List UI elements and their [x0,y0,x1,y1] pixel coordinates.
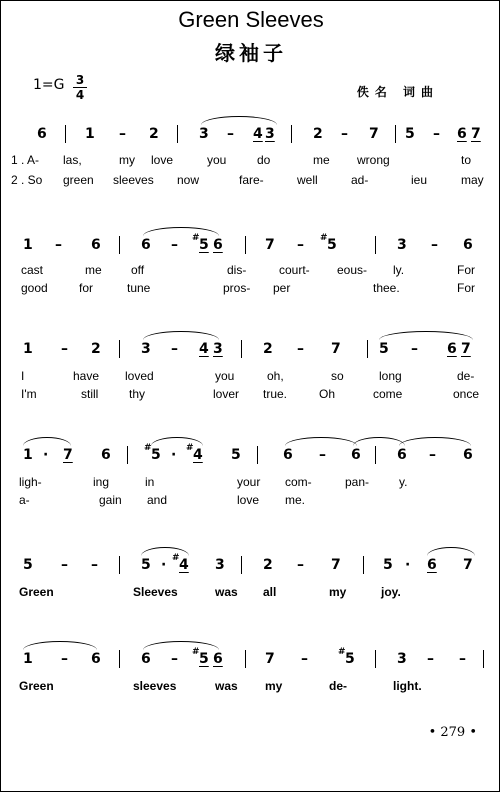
lyric-word: I'm [21,387,37,401]
lyric-word: dis- [227,263,247,277]
note: 3 [215,557,225,573]
note: – [171,237,178,253]
barline [241,556,242,574]
barline [367,340,368,358]
lyric-word: all [263,585,277,599]
slur [141,547,189,556]
note: – [301,651,308,667]
slur [379,331,473,340]
barline [245,236,246,254]
barline [483,650,484,668]
slur [23,641,97,650]
slur [143,331,219,340]
lyric-word: me [313,153,330,167]
barline [257,446,258,464]
barline [65,125,66,143]
lyric-word: com- [285,475,312,489]
note: 6 [213,237,223,253]
note: 6 [397,447,407,463]
lyric-word: a- [19,493,30,507]
note: – [119,126,126,142]
barline [245,650,246,668]
lyric-word: me. [285,493,306,507]
sharp-sign: # [192,647,200,657]
note: – [429,447,436,463]
note: 5 [383,557,393,573]
lyric-word: to [461,153,472,167]
note: 1 [23,651,33,667]
lyric-word: ad- [351,173,369,187]
lyric-word: Green [19,679,54,693]
lyric-word: Sleeves [133,585,178,599]
lyric-word: well [297,173,318,187]
lyric-word: gain [99,493,122,507]
lyric-word: and [147,493,168,507]
note: – [427,651,434,667]
note: 6 [101,447,111,463]
slur [23,437,71,446]
note: 6 [213,651,223,667]
note: 6 [91,651,101,667]
lyric-word: de- [329,679,347,693]
note: 2 [263,341,273,357]
note: – [61,651,68,667]
note: 6 [141,237,151,253]
barline [177,125,178,143]
note: 7 [63,447,73,463]
note: 6 [427,557,437,573]
note: 2 [149,126,159,142]
note: 6 [463,237,473,253]
lyric-word: For [457,263,475,277]
lyric-word: Oh [319,387,336,401]
note: 5 # [151,447,161,463]
note: 1 [85,126,95,142]
note: · [171,447,177,463]
note: 1 [23,237,33,253]
barline [127,446,128,464]
lyric-word: las, [63,153,82,167]
note: 7 [471,126,481,142]
note: – [297,341,304,357]
note: 5 [23,557,33,573]
lyric-word: my [265,679,283,693]
lyric-word: lover [213,387,240,401]
sharp-sign: # [186,443,194,453]
note: 2 [91,341,101,357]
lyric-word: my [119,153,135,167]
lyric-word: ligh- [19,475,42,489]
lyric-word: now [177,173,200,187]
slur [143,641,219,650]
lyric-word: your [237,475,261,489]
note: – [319,447,326,463]
note: 7 [463,557,473,573]
sharp-sign: # [144,443,152,453]
sharp-sign: # [192,233,200,243]
note: – [61,341,68,357]
lyric-word: still [81,387,99,401]
note: 4 [199,341,209,357]
note: 4 # [193,447,203,463]
lyric-word: Green [19,585,54,599]
note: 5 # [199,237,209,253]
note: – [297,557,304,573]
lyric-word: de- [457,369,475,383]
lyric-word: come [373,387,403,401]
note: 3 [199,126,209,142]
sharp-sign: # [338,647,346,657]
lyric-word: me [85,263,102,277]
note: · [405,557,411,573]
time-signature-top: 3 [75,73,85,87]
note: 3 [213,341,223,357]
barline [363,556,364,574]
note: – [171,651,178,667]
time-signature [73,73,87,102]
slur [143,227,219,236]
lyric-word: my [329,585,347,599]
lyric-word: ieu [411,173,428,187]
lyric-word: y. [399,475,408,489]
lyric-word: joy. [381,585,401,599]
note: 5 # [327,237,337,253]
lyric-word: long [379,369,402,383]
note: 7 [331,341,341,357]
lyric-word: cast [21,263,44,277]
lyric-word: love [237,493,260,507]
note: – [431,237,438,253]
lyric-word: was [215,585,238,599]
note: – [411,341,418,357]
lyric-word: off [131,263,145,277]
note: 4 [253,126,263,142]
note: 3 [397,651,407,667]
lyric-word: light. [393,679,422,693]
note: 2 [263,557,273,573]
note: 1 [23,447,33,463]
note: · [161,557,167,573]
lyric-word: was [215,679,238,693]
note: 6 [283,447,293,463]
composer-credit: 佚名 词曲 [356,85,439,99]
note: 7 [265,237,275,253]
barline [375,236,376,254]
lyric-word: ly. [393,263,405,277]
barline [375,650,376,668]
lyric-word: I [21,369,25,383]
note: 1 [23,341,33,357]
barline [375,446,376,464]
lyric-word: you [215,369,235,383]
barline [241,340,242,358]
note: – [297,237,304,253]
note: 6 [351,447,361,463]
lyric-word: sleeves [113,173,154,187]
lyric-word: green [63,173,94,187]
lyric-word: For [457,281,475,295]
lyric-word: 2 . So [11,173,43,187]
sharp-sign: # [320,233,328,243]
barline [119,650,120,668]
note: 5 [141,557,151,573]
barline [119,340,120,358]
note: 6 [463,447,473,463]
lyric-word: love [151,153,174,167]
slur [353,437,405,446]
lyric-word: pan- [345,475,370,489]
note: 3 [265,126,275,142]
lyric-word: so [331,369,344,383]
barline [395,125,396,143]
lyric-word: tune [127,281,151,295]
note: – [341,126,348,142]
note: – [171,341,178,357]
note: 5 [405,126,415,142]
note: 7 [265,651,275,667]
barline [119,556,120,574]
lyric-word: good [21,281,48,295]
note: 6 [91,237,101,253]
note: 4 # [179,557,189,573]
note: – [433,126,440,142]
note: 5 [231,447,241,463]
note: – [55,237,62,253]
note: – [61,557,68,573]
key-signature: 1=G [33,77,65,93]
slur [399,437,471,446]
sharp-sign: # [172,553,180,563]
slur [285,437,357,446]
note: 6 [141,651,151,667]
note: 5 [379,341,389,357]
lyric-word: thy [129,387,146,401]
lyric-word: you [207,153,227,167]
lyric-word: do [257,153,271,167]
slur [201,116,277,125]
barline [291,125,292,143]
lyric-word: loved [125,369,154,383]
lyric-word: true. [263,387,288,401]
song-title-chinese: 绿袖子 [215,41,287,65]
lyric-word: in [145,475,155,489]
lyric-word: ing [93,475,110,489]
time-signature-bottom: 4 [73,87,87,102]
lyric-word: sleeves [133,679,177,693]
lyric-word: 1 . A- [11,153,40,167]
note: – [227,126,234,142]
song-title-english: Green Sleeves [178,7,324,32]
note: – [91,557,98,573]
page-number: • 279 • [428,725,477,740]
slur [427,547,475,556]
note: 5 # [199,651,209,667]
note: 7 [461,341,471,357]
note: 6 [447,341,457,357]
note: 7 [369,126,379,142]
lyric-word: once [453,387,480,401]
lyric-word: have [73,369,100,383]
lyric-word: thee. [373,281,400,295]
lyric-word: eous- [337,263,368,277]
lyric-word: per [273,281,291,295]
note: 5 # [345,651,355,667]
lyric-word: wrong [357,153,390,167]
slur [151,437,203,446]
note: 7 [331,557,341,573]
note: 3 [141,341,151,357]
note: 6 [457,126,467,142]
note: · [43,447,49,463]
note: 2 [313,126,323,142]
note: – [459,651,466,667]
note: 6 [37,126,47,142]
lyric-word: fare- [239,173,264,187]
lyric-word: for [79,281,94,295]
note: 3 [397,237,407,253]
lyric-word: court- [279,263,310,277]
lyric-word: may [461,173,484,187]
lyric-word: oh, [267,369,284,383]
barline [119,236,120,254]
lyric-word: pros- [223,281,251,295]
